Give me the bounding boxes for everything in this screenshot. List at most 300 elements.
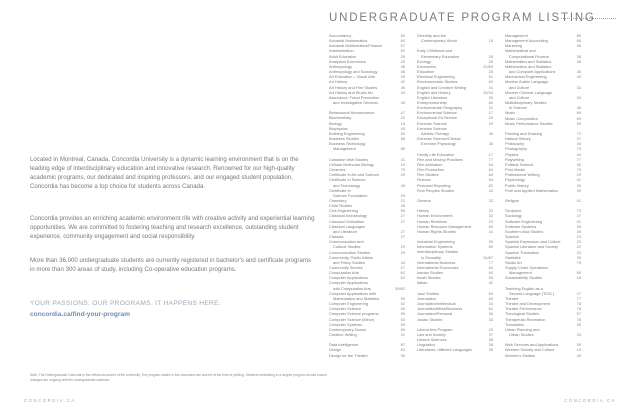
intro-column [30, 0, 328, 413]
program-entry [329, 353, 417, 358]
program-name: Contemporary World [421, 38, 457, 44]
program-page-number: 39 [488, 347, 493, 353]
program-name: Contemporary Dance [329, 326, 366, 332]
program-page-number: 59 [576, 223, 581, 229]
program-name: Women's Studies [505, 352, 536, 358]
program-page-number: 73 [576, 167, 581, 173]
program-page-number: 23 [576, 234, 581, 240]
program-name: Child Studies [329, 203, 352, 209]
program-name: Canadian Irish Studies [329, 156, 369, 162]
program-name: Art Education – Visual Arts [329, 74, 375, 80]
program-page-number: 22 [576, 244, 581, 250]
program-page-number: 59 [400, 295, 405, 301]
program-entry [417, 280, 505, 285]
program-name: Finance [417, 177, 431, 183]
program-name: Communication and [329, 239, 364, 245]
program-page-number: 59/62 [395, 285, 405, 291]
program-name: Art History and Studio Art [329, 89, 373, 95]
program-page-number: 38 [488, 337, 493, 343]
program-name: Entrepreneurship [417, 100, 447, 106]
program-name: Second Language (TESL) [509, 290, 554, 296]
program-page-number: 40 [576, 141, 581, 147]
tagline: YOUR PASSIONS. OUR PROGRAMS. IT HAPPENS HERE. [30, 300, 221, 307]
program-name: Literatures, different Languages [417, 347, 472, 353]
program-page-number: 43 [488, 187, 493, 193]
program-name: Journalism/Mind/Business [417, 306, 463, 312]
program-name: and Culture [509, 94, 530, 100]
program-name: Leisure Sciences [417, 337, 447, 343]
program-page-number: 26 [488, 69, 493, 75]
program-page-number: 17 [488, 110, 493, 116]
program-name: Music [505, 110, 516, 116]
program-page-number: 89 [488, 223, 493, 229]
program-page-number: 96 [576, 43, 581, 49]
program-page-number: 23 [576, 249, 581, 255]
program-page-number: 17 [488, 151, 493, 157]
program-name: Athletic Therapy [421, 130, 450, 136]
program-name: Supply Chain Operations [505, 264, 549, 270]
program-page-number: 84 [488, 177, 493, 183]
program-page-number: 40 [576, 151, 581, 157]
program-name: Mathematics and Statistics [505, 58, 552, 64]
program-name: and Technology [333, 182, 361, 188]
intro-paragraph-3: More than 36,000 undergraduate students are currently registered in bachelor's and certificate programs in more than 300 areas of study, including Co-operative education programs. [30, 257, 311, 274]
program-name: International Business [417, 259, 456, 265]
program-name: Computer Science [329, 306, 362, 312]
program-name: Computer Engineering [329, 301, 368, 307]
program-page-number: 39 [576, 228, 581, 234]
program-name: Classical Civilization [329, 218, 365, 224]
program-page-number: 27 [400, 265, 405, 270]
program-page-number: 22 [400, 115, 405, 121]
program-name: Environmental Geography [417, 105, 463, 111]
program-name: Ceramics [329, 167, 346, 173]
program-name: Analytical Economics [329, 58, 366, 64]
program-page-number: 27 [400, 213, 405, 219]
program-finder-link[interactable]: concordia.ca/find-your-program [30, 311, 131, 318]
program-name: Interdisciplinary Studies [417, 249, 459, 255]
program-page-number: 78 [576, 306, 581, 312]
program-page-number: 53 [400, 130, 405, 136]
program-page-number: 82 [400, 48, 405, 54]
program-page-number: 29 [488, 115, 493, 121]
program-name: Management [509, 270, 532, 276]
program-name: Computer Applications [329, 280, 368, 286]
program-name: Professional Writing [505, 172, 540, 178]
program-page-number: 38 [576, 53, 581, 59]
program-page-number: 87 [400, 342, 405, 348]
program-name: Exercise Science [417, 125, 447, 131]
program-name: Music Composition [505, 115, 538, 121]
program-name: Liberal Arts Program [417, 326, 453, 332]
program-name: Mathematics and Statistics [333, 295, 380, 301]
program-name: Chemistry [329, 197, 347, 203]
program-name: Actuarial Mathematics/Finance [329, 43, 383, 49]
program-page-number: 64 [488, 172, 493, 178]
program-name: Assurance, Fraud Prevention [329, 94, 380, 100]
program-page-number: 46 [400, 84, 405, 90]
intro-paragraph-2: Concordia provides an enriching academic environment rife with creative activity and experiential learning opportunities. We are committed to fostering teaching and research excellence, outstanding student experience, community engagement and social responsibility. [30, 215, 315, 241]
program-name: Spanish Expression and Culture [505, 239, 561, 245]
program-entry [505, 121, 593, 126]
program-page-number: 86 [576, 33, 581, 38]
program-page-number: 39 [576, 254, 581, 260]
program-page-number: 43 [400, 89, 405, 95]
program-entry [417, 317, 505, 322]
program-page-number: 33 [576, 84, 581, 90]
program-page-number: 64 [488, 167, 493, 173]
program-page-number: 97 [576, 311, 581, 317]
program-name: Cultural Studies [333, 244, 361, 250]
program-page-number: 33 [576, 182, 581, 188]
program-page-number: 29 [400, 192, 405, 198]
program-page-number: 29 [488, 120, 493, 126]
program-name: Teaching English as a [505, 285, 543, 291]
program-page-number: 90 [488, 270, 493, 276]
program-page-number: 59 [400, 321, 405, 327]
program-name: and Culture [509, 84, 530, 90]
program-name: Theatre Performance [505, 306, 542, 312]
program-page-number: 31 [400, 332, 405, 338]
program-name: Israel Studies [417, 275, 441, 281]
program-page-number: 47 [576, 136, 581, 142]
program-page-number: 37 [488, 331, 493, 337]
program-name: Painting and Drawing [505, 130, 542, 136]
program-page-number: 38 [488, 342, 493, 348]
program-name: Community, Public Affairs [329, 254, 373, 260]
program-page-number: 46 [576, 105, 581, 111]
program-page-number: 32 [488, 213, 493, 219]
program-page-number: 35 [488, 130, 493, 136]
program-name: Biology [329, 120, 342, 126]
program-name: Creative Writing [329, 332, 357, 338]
program-name: Biochemistry [329, 115, 352, 121]
program-page-number: 82 [488, 182, 493, 188]
program-name: Accountancy [329, 33, 352, 38]
footer-left: CONCORDIA.CA [24, 398, 76, 403]
program-name: Software Engineering [505, 218, 543, 224]
program-name: Electrical Engineering [417, 74, 455, 80]
program-page-number: 78 [576, 301, 581, 307]
program-name: Business Studies [329, 136, 359, 142]
title-dotted-rule [561, 18, 616, 19]
program-page-number: 41 [400, 156, 405, 162]
program-name: Computer Applications [329, 275, 368, 281]
program-page-number: 53 [400, 316, 405, 322]
program-name: Human Rights Studies [417, 228, 456, 234]
program-entry [505, 275, 593, 280]
program-page-number: 29 [400, 244, 405, 250]
program-name: with Computation Arts [333, 285, 371, 291]
program-name: and Investigative Services [333, 100, 379, 106]
program-name: Elementary Education [421, 53, 460, 59]
program-page-number: 26 [400, 203, 405, 209]
program-page-number: 89 [488, 244, 493, 250]
program-page-number: 21 [400, 197, 405, 203]
program-name: Business Technology [329, 141, 366, 147]
program-page-number: 29 [488, 326, 493, 332]
program-name: Community Service [329, 265, 363, 270]
program-name: Translation [505, 321, 525, 327]
program-name: Classics [329, 234, 344, 240]
program-name: Iranian Studies [417, 270, 443, 276]
program-page-number: 41 [576, 177, 581, 183]
program-page-number: 64 [488, 161, 493, 167]
program-name: Multidisciplinary Studies [505, 100, 547, 106]
program-page-number: 69 [576, 120, 581, 126]
program-name: Electroacoustic Studies [417, 79, 458, 85]
program-name: Sustainability Studies [505, 275, 542, 281]
program-name: Journalism/Personal [417, 311, 453, 317]
program-page-number: 36 [488, 311, 493, 317]
program-name: in Science [509, 105, 527, 111]
program-page-number: 51 [488, 74, 493, 80]
program-page-number: 45 [576, 352, 581, 358]
program-entry [417, 198, 505, 203]
program-page-number: 31 [488, 105, 493, 111]
program-page-number: 57 [400, 43, 405, 49]
program-name: Management [333, 146, 356, 152]
program-page-number: 55 [400, 208, 405, 214]
program-page-number: 69 [576, 115, 581, 121]
program-name: Computer Science programs [329, 311, 379, 317]
program-column-2 [417, 33, 505, 353]
program-page-number: 73 [576, 208, 581, 214]
program-page-number: 52 [400, 301, 405, 307]
page-title: UNDERGRADUATE PROGRAM LISTING [329, 12, 596, 24]
program-name: Spanish Translation [505, 249, 540, 255]
program-page-number: 69 [488, 79, 493, 85]
program-entry [417, 141, 505, 146]
program-name: Urban Studies [509, 332, 534, 337]
program-page-number: 78 [576, 316, 581, 322]
program-name: Theatre and Development [505, 301, 550, 307]
program-name: Civil Engineering [329, 208, 359, 214]
program-page-number: 30/33 [483, 89, 493, 95]
program-name: Human Resource Management [417, 223, 472, 229]
program-name: Computer Systems [329, 321, 363, 327]
program-entry [417, 38, 505, 43]
program-name: Data Intelligence [329, 342, 358, 348]
program-name: Mathematical and [505, 48, 536, 54]
program-page-number: 77 [576, 156, 581, 162]
program-page-number: 38 [576, 69, 581, 75]
program-entry [505, 198, 593, 203]
program-entry [505, 353, 593, 358]
program-name: Spanish Literature and Society [505, 244, 558, 250]
program-name: International Economics [417, 264, 459, 270]
program-name: Actuarial Mathematics [329, 38, 368, 44]
program-name: Film Production [417, 167, 445, 173]
program-page-number: 59 [576, 342, 581, 348]
program-entry [329, 100, 417, 105]
program-name: Public History [505, 182, 529, 188]
program-name: Statistics [505, 254, 521, 260]
program-page-number: 32 [488, 280, 493, 286]
program-page-number: 15 [576, 347, 581, 353]
program-name: Environmental Science [417, 110, 457, 116]
program-name: English and Creative Writing [417, 84, 467, 90]
program-name: Print Media [505, 167, 525, 173]
program-name: Marketing [505, 43, 523, 49]
program-name: Family Life Education [417, 151, 455, 157]
program-name: Exceptional Ed Service [417, 115, 458, 121]
program-name: Education [417, 69, 435, 75]
program-name: English Literature [417, 94, 448, 100]
program-page-number: 82 [400, 33, 405, 38]
program-column-1 [329, 33, 417, 358]
program-name: Western Society and Culture [505, 347, 555, 353]
program-name: Computer Science (Minor) [329, 316, 375, 322]
program-name: Communication Studies [329, 249, 371, 255]
program-name: Jazz Studies [417, 290, 440, 296]
program-page-number: 26 [488, 53, 493, 59]
program-name: First Peoples Studies [417, 187, 454, 193]
program-name: Physics [505, 151, 519, 157]
program-name: Photography [505, 146, 528, 152]
program-page-number: 45 [400, 182, 405, 188]
program-page-number: 33 [488, 208, 493, 214]
program-page-number: 59 [400, 311, 405, 317]
program-name: Management [505, 33, 528, 38]
program-name: Industrial Engineering [417, 239, 455, 245]
program-name: Film Animation [417, 161, 443, 167]
program-page-number: 23 [488, 218, 493, 224]
program-page-number: 33 [488, 301, 493, 307]
program-name: Building Engineering [329, 130, 365, 136]
program-page-number: 84 [488, 100, 493, 106]
program-page-number: 77 [576, 295, 581, 301]
program-name: Certificate in [329, 187, 351, 193]
program-name: Therapeutic Recreation [505, 316, 546, 322]
program-name: Mathematics and Statistics [505, 63, 552, 69]
program-entry [329, 146, 417, 151]
program-name: Financial Reporting [417, 182, 451, 188]
program-name: Design [329, 347, 342, 353]
program-page-number: 30 [488, 94, 493, 100]
program-name: English and History [417, 89, 451, 95]
program-page-number: 29 [576, 172, 581, 178]
program-name: Journalism [417, 295, 436, 301]
program-page-number: 69 [488, 290, 493, 296]
program-name: Philosophy [505, 141, 525, 147]
program-name: Theological Studies [505, 311, 539, 317]
program-entry [505, 188, 593, 193]
program-page-number: 33 [488, 316, 493, 322]
program-page-number: 27 [400, 228, 405, 234]
program-name: Adult Education [329, 53, 357, 59]
program-name: Diversity and the [417, 33, 446, 38]
program-page-number: 32 [488, 197, 493, 203]
program-page-number: 77 [488, 259, 493, 265]
program-name: Judaic Studies [417, 316, 443, 322]
program-page-number: 83 [400, 347, 405, 353]
program-entry [417, 347, 505, 352]
program-page-number: 46 [400, 69, 405, 75]
program-name: Early Childhood and [417, 48, 453, 54]
program-name: Computational Finance [509, 53, 550, 59]
program-page-number: 33 [576, 94, 581, 100]
program-page-number: 18 [576, 275, 581, 281]
program-page-number: 69 [400, 326, 405, 332]
program-name: Science Foundation [333, 192, 368, 198]
intro-paragraph-1: Located in Montreal, Canada, Concordia University is a dynamic learning environment that is on the leading edge of interdisciplinary education and innovative research. Renowned for our high-quality academic programs, our dedicated and inspiring professors, and our engaged student population, Concordia has become a top choice for students across Canada. [30, 156, 299, 191]
program-name: and Computer Applications [509, 69, 556, 75]
program-name: Computer Applications with [329, 290, 376, 296]
program-page-number: 27 [400, 234, 405, 240]
program-name: Exercise Science [417, 120, 447, 126]
program-page-number: 42 [400, 79, 405, 85]
program-page-number: 15 [400, 120, 405, 126]
program-name: Geneva [417, 197, 431, 203]
program-page-number: 50 [488, 239, 493, 245]
program-name: Cellular Molecular Biology [329, 161, 374, 167]
program-page-number: 86 [400, 146, 405, 152]
program-page-number: 39 [576, 187, 581, 193]
program-page-number: 40 [576, 161, 581, 167]
program-entry [417, 188, 505, 193]
program-page-number: 29 [400, 249, 405, 255]
program-page-number: 49 [576, 74, 581, 80]
program-name: Italian [417, 280, 428, 286]
program-page-number: 33 [576, 332, 581, 337]
program-name: Anthropology and Sociology [329, 69, 378, 75]
program-name: Human Relations [417, 218, 447, 224]
program-name: Natural History [505, 136, 531, 142]
program-page-number: 72 [576, 130, 581, 136]
program-name: Spanish [505, 234, 520, 240]
program-name: and Policy Studies [333, 259, 366, 265]
program-name: Psychology [505, 177, 525, 183]
program-name: Urban Planning and [505, 326, 540, 332]
program-page-number: 25 [400, 53, 405, 59]
program-name: Biophysics [329, 125, 348, 131]
program-name: Modern Chinese Language [505, 89, 552, 95]
program-name: Pure and Applied Mathematics [505, 187, 558, 193]
program-page-number: 35 [488, 141, 493, 147]
program-page-number: 18 [488, 38, 493, 44]
program-name: Sculpture [505, 208, 522, 214]
program-page-number: 47 [400, 110, 405, 116]
program-page-number: 27 [400, 218, 405, 224]
program-page-number: 28 [488, 58, 493, 64]
program-name: Design for the Theatre [329, 352, 368, 358]
program-name: Southern Asia Studies [505, 228, 544, 234]
program-page-number: 31 [488, 84, 493, 90]
program-page-number: 45 [400, 125, 405, 131]
program-name: Web Services and Applications [505, 342, 559, 348]
program-page-number: 62 [400, 275, 405, 281]
program-page-number: 47 [576, 213, 581, 219]
program-name: Behavioural Neuroscience [329, 110, 375, 116]
program-name: Classical Languages [329, 223, 365, 229]
program-name: and Literature [333, 228, 358, 234]
program-page-number: 46 [400, 63, 405, 69]
program-name: Art History and Film Studies [329, 84, 378, 90]
program-page-number: 34/67 [483, 254, 493, 260]
program-page-number: 23 [576, 239, 581, 245]
program-name: Film Studies [417, 172, 439, 178]
program-name: Religion [505, 197, 520, 203]
program-page-number: 38 [576, 58, 581, 64]
program-name: Political Science [505, 161, 534, 167]
program-page-number: 20/83 [483, 63, 493, 69]
program-name: Exercise Science/Clinical [417, 136, 461, 142]
program-page-number: 75 [400, 167, 405, 173]
program-page-number: 77 [488, 156, 493, 162]
program-page-number: 95 [400, 74, 405, 80]
program-name: Administration [329, 48, 354, 54]
